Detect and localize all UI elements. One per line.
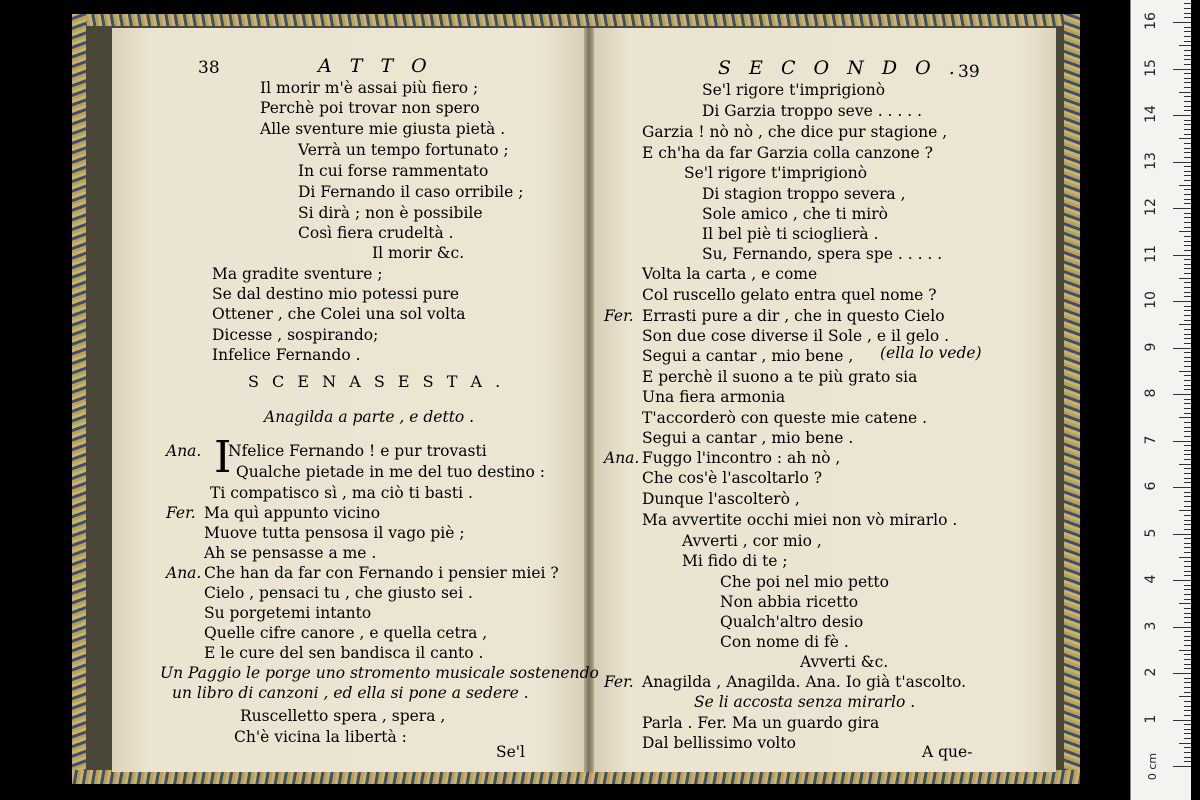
ruler-tick <box>1184 399 1191 400</box>
ruler-tick <box>1184 473 1191 474</box>
ruler-tick <box>1184 747 1191 748</box>
verse-line: Garzia ! nò nò , che dice pur stagione , <box>642 123 948 141</box>
verse-line: Con nome di fè . <box>720 633 849 651</box>
ruler-tick <box>1184 538 1191 539</box>
ruler-tick <box>1184 589 1191 590</box>
ruler-tick <box>1179 696 1191 697</box>
ruler-tick <box>1184 389 1191 390</box>
ruler-tick <box>1184 501 1191 502</box>
ruler-tick <box>1184 552 1191 553</box>
verse-line: Di stagion troppo severa , <box>702 185 906 203</box>
dialogue-line: Ah se pensasse a me . <box>204 544 377 562</box>
verse-line: Dicesse , sospirando; <box>212 326 379 344</box>
ruler-tick <box>1179 278 1191 279</box>
ruler-tick <box>1184 566 1191 567</box>
ruler-tick <box>1184 148 1191 149</box>
ruler-tick <box>1184 3 1191 4</box>
cover-edge-bottom <box>72 770 1080 784</box>
verse-line: Dunque l'ascolterò , <box>642 490 800 508</box>
ruler-tick <box>1184 668 1191 669</box>
ruler-tick <box>1179 510 1191 511</box>
ruler-tick <box>1184 203 1191 204</box>
ruler-tick <box>1184 171 1191 172</box>
ruler-tick <box>1184 264 1191 265</box>
ruler-tick <box>1184 678 1191 679</box>
ruler-tick <box>1173 720 1191 721</box>
ruler-tick <box>1184 213 1191 214</box>
ruler-tick <box>1184 194 1191 195</box>
verse-line: Che poi nel mio petto <box>720 573 889 591</box>
ruler-tick <box>1184 482 1191 483</box>
stage-direction-line-2: un libro di canzoni , ed ella si pone a sedere . <box>172 684 529 702</box>
ruler-tick <box>1179 92 1191 93</box>
speaker-label: Ana. <box>604 449 640 467</box>
ruler-tick <box>1184 296 1191 297</box>
ruler-tick <box>1173 22 1191 23</box>
ruler-tick <box>1184 338 1191 339</box>
ruler-tick <box>1184 129 1191 130</box>
ruler-tick <box>1179 138 1191 139</box>
verse-line: Errasti pure a dir , che in questo Cielo <box>642 307 945 325</box>
speaker-label: Ana. <box>166 564 202 582</box>
aside-direction: (ella lo vede) <box>880 344 982 362</box>
scene-title: S C E N A S E S T A . <box>248 372 505 391</box>
ruler-tick <box>1184 268 1191 269</box>
ruler-tick <box>1184 640 1191 641</box>
ruler-tick <box>1184 189 1191 190</box>
ruler-tick <box>1173 394 1191 395</box>
verse-line: E perchè il suono a te più grato sia <box>642 368 918 386</box>
ruler-tick <box>1184 143 1191 144</box>
ruler-number: 15 <box>1143 58 1159 77</box>
ruler-tick <box>1184 366 1191 367</box>
scene-direction: Anagilda a parte , e detto . <box>264 408 475 426</box>
verse-line: Segui a cantar , mio bene . <box>642 429 854 447</box>
ruler-tick <box>1184 431 1191 432</box>
ruler-tick <box>1184 659 1191 660</box>
ruler-number: 12 <box>1143 198 1159 216</box>
ruler-tick <box>1184 245 1191 246</box>
ruler-tick <box>1184 282 1191 283</box>
cover-edge-left <box>72 14 86 784</box>
ruler-tick <box>1184 306 1191 307</box>
cover-edge-top <box>72 14 1080 26</box>
verse-line: Qualch'altro desio <box>720 613 864 631</box>
ruler-tick <box>1184 543 1191 544</box>
ruler-unit-label: 0 cm <box>1146 752 1160 781</box>
ruler-tick <box>1184 13 1191 14</box>
drop-cap: I <box>214 432 232 483</box>
ruler-tick <box>1184 724 1191 725</box>
ruler-tick <box>1184 8 1191 9</box>
ruler-number: 14 <box>1143 105 1159 123</box>
ruler-number: 11 <box>1143 244 1159 263</box>
ruler-tick <box>1184 701 1191 702</box>
ruler-number: 1 <box>1143 714 1159 723</box>
ruler-tick <box>1184 175 1191 176</box>
dialogue-line: Quelle cifre canore , e quella cetra , <box>204 624 488 642</box>
ruler-tick <box>1184 236 1191 237</box>
ruler-tick <box>1173 487 1191 488</box>
ruler-number: 8 <box>1143 388 1159 398</box>
ruler-tick <box>1184 706 1191 707</box>
ruler-tick <box>1184 561 1191 562</box>
verse-line: Anagilda , Anagilda. Ana. Io già t'ascolto. <box>642 673 967 691</box>
ruler-tick <box>1173 348 1191 349</box>
ruler-tick <box>1184 687 1191 688</box>
verse-line: Ottener , che Colei una sol volta <box>212 305 466 323</box>
ruler-tick <box>1184 385 1191 386</box>
ruler-tick <box>1179 231 1191 232</box>
ruler-tick <box>1184 468 1191 469</box>
ruler-tick <box>1184 120 1191 121</box>
ruler-number: 5 <box>1143 528 1159 537</box>
verse-line: Col ruscello gelato entra quel nome ? <box>642 286 937 304</box>
ruler-tick <box>1184 241 1191 242</box>
ruler-tick <box>1184 31 1191 32</box>
ruler-tick <box>1184 492 1191 493</box>
ruler-tick <box>1184 692 1191 693</box>
ruler-tick <box>1184 17 1191 18</box>
ruler-tick <box>1184 152 1191 153</box>
dialogue-line: E le cure del sen bandisca il canto . <box>204 644 484 662</box>
dialogue-line: Su porgetemi intanto <box>204 604 372 622</box>
ruler-number: 9 <box>1143 342 1159 351</box>
cover-edge-right <box>1064 14 1080 784</box>
ruler-tick <box>1184 636 1191 637</box>
ruler-tick <box>1184 436 1191 437</box>
verse-line: Infelice Fernando . <box>212 346 361 364</box>
ruler-number: 7 <box>1143 435 1159 444</box>
ruler-tick <box>1184 445 1191 446</box>
verse-line: Il morir m'è assai più fiero ; <box>260 79 479 97</box>
ruler-tick <box>1184 87 1191 88</box>
ruler-tick <box>1184 529 1191 530</box>
verse-line: Si dirà ; non è possibile <box>298 204 483 222</box>
verse-line: Una fiera armonia <box>642 388 786 406</box>
speaker-label: Fer. <box>604 673 634 691</box>
ruler-number: 10 <box>1143 291 1159 309</box>
ruler-tick <box>1184 315 1191 316</box>
left-catchword: Se'l <box>496 743 526 761</box>
ruler-tick <box>1173 441 1191 442</box>
ruler-tick <box>1184 59 1191 60</box>
ruler-tick <box>1184 180 1191 181</box>
dialogue-line: Cielo , pensaci tu , che giusto sei . <box>204 584 473 602</box>
verse-line: Avverti , cor mio , <box>682 532 822 550</box>
ruler-tick <box>1184 310 1191 311</box>
ruler-tick <box>1179 371 1191 372</box>
right-running-head: S E C O N D O . <box>718 57 961 79</box>
ruler-tick <box>1184 413 1191 414</box>
ruler-tick <box>1184 408 1191 409</box>
ruler-tick <box>1184 64 1191 65</box>
verse-line: Segui a cantar , mio bene , <box>642 347 854 365</box>
ruler-tick <box>1184 41 1191 42</box>
ruler-tick <box>1184 752 1191 753</box>
verse-line: Se'l rigore t'imprigionò <box>684 164 868 182</box>
ruler-tick <box>1184 715 1191 716</box>
verse-line: Non abbia ricetto <box>720 593 859 611</box>
verse-line: T'accorderò con queste mie catene . <box>642 409 928 427</box>
ruler-tick <box>1184 55 1191 56</box>
dialogue-line: Ma quì appunto vicino <box>204 504 381 522</box>
ruler-number: 13 <box>1143 151 1159 170</box>
ruler-tick <box>1184 450 1191 451</box>
scale-ruler <box>1130 0 1191 800</box>
ruler-tick <box>1184 217 1191 218</box>
ruler-tick <box>1184 134 1191 135</box>
ruler-tick <box>1179 464 1191 465</box>
ruler-tick <box>1184 622 1191 623</box>
verse-line: Ma gradite sventure ; <box>212 265 383 283</box>
ruler-tick <box>1173 208 1191 209</box>
ruler-tick <box>1184 320 1191 321</box>
ruler-tick <box>1184 617 1191 618</box>
ruler-tick <box>1184 259 1191 260</box>
ruler-tick <box>1184 375 1191 376</box>
ruler-tick <box>1173 766 1191 767</box>
verse-line: Son due cose diverse il Sole , e il gelo . <box>642 327 950 345</box>
ruler-tick <box>1173 534 1191 535</box>
dialogue-line: Qualche pietade in me del tuo destino : <box>236 463 546 481</box>
ruler-tick <box>1173 580 1191 581</box>
ruler-tick <box>1184 515 1191 516</box>
ruler-tick <box>1184 422 1191 423</box>
ruler-tick <box>1184 608 1191 609</box>
ruler-tick <box>1184 733 1191 734</box>
ruler-tick <box>1184 757 1191 758</box>
ruler-tick <box>1184 199 1191 200</box>
verse-line: Se dal destino mio potessi pure <box>212 285 460 303</box>
verse-line: Volta la carta , e come <box>642 265 818 283</box>
ruler-tick <box>1184 82 1191 83</box>
ruler-tick <box>1173 627 1191 628</box>
ruler-tick <box>1179 557 1191 558</box>
ruler-tick <box>1184 106 1191 107</box>
verse-line: Così fiera crudeltà . <box>298 224 454 242</box>
verse-line: Se li accosta senza mirarlo . <box>694 693 916 711</box>
dialogue-line: Che han da far con Fernando i pensier miei ? <box>204 564 559 582</box>
ruler-tick <box>1173 69 1191 70</box>
verse-line: Dal bellissimo volto <box>642 734 796 752</box>
song-line: Ch'è vicina la libertà : <box>234 728 407 746</box>
ruler-number: 6 <box>1143 481 1159 491</box>
ruler-tick <box>1184 101 1191 102</box>
ruler-tick <box>1173 301 1191 302</box>
verse-line: E ch'ha da far Garzia colla canzone ? <box>642 144 933 162</box>
ruler-tick <box>1179 743 1191 744</box>
speaker-label: Fer. <box>604 307 634 325</box>
ruler-tick <box>1184 96 1191 97</box>
ruler-tick <box>1184 403 1191 404</box>
verse-line: Alle sventure mie giusta pietà . <box>260 120 506 138</box>
ruler-tick <box>1184 599 1191 600</box>
ruler-tick <box>1184 50 1191 51</box>
verse-line: Parla . Fer. Ma un guardo gira <box>642 714 880 732</box>
ruler-tick <box>1184 427 1191 428</box>
ruler-tick <box>1179 185 1191 186</box>
verse-line: In cui forse rammentato <box>298 162 489 180</box>
ruler-tick <box>1179 324 1191 325</box>
ruler-tick <box>1184 329 1191 330</box>
ruler-tick <box>1184 506 1191 507</box>
ruler-tick <box>1184 361 1191 362</box>
ruler-tick <box>1184 524 1191 525</box>
ruler-tick <box>1184 459 1191 460</box>
ruler-tick <box>1179 417 1191 418</box>
verse-line: Ma avvertite occhi miei non vò mirarlo . <box>642 511 958 529</box>
ruler-tick <box>1184 664 1191 665</box>
ruler-tick <box>1184 613 1191 614</box>
stage-direction-line-1: Un Paggio le porge uno stromento musicale sostenendo <box>160 664 599 682</box>
ruler-tick <box>1184 292 1191 293</box>
ruler-tick <box>1184 585 1191 586</box>
verse-line: Mi fido di te ; <box>682 552 788 570</box>
ruler-tick <box>1184 478 1191 479</box>
ruler-tick <box>1184 110 1191 111</box>
verse-line: Se'l rigore t'imprigionò <box>702 81 886 99</box>
ruler-tick <box>1184 227 1191 228</box>
ruler-tick <box>1184 250 1191 251</box>
ruler-tick <box>1184 27 1191 28</box>
ruler-tick <box>1184 157 1191 158</box>
song-line: Ruscelletto spera , spera , <box>240 707 446 725</box>
ruler-tick <box>1184 571 1191 572</box>
right-catchword: A que- <box>922 743 973 761</box>
dialogue-line: Muove tutta pensosa il vago piè ; <box>204 524 465 542</box>
ruler-number: 16 <box>1143 12 1159 30</box>
ruler-tick <box>1184 78 1191 79</box>
dialogue-line: Ti compatisco sì , ma ciò ti basti . <box>210 484 473 502</box>
ruler-tick <box>1173 255 1191 256</box>
ruler-tick <box>1179 45 1191 46</box>
ruler-tick <box>1179 603 1191 604</box>
ruler-tick <box>1184 496 1191 497</box>
verse-line: Di Fernando il caso orribile ; <box>298 183 524 201</box>
ruler-tick <box>1184 520 1191 521</box>
verse-line: Avverti &c. <box>800 653 889 671</box>
ruler-number: 2 <box>1143 667 1159 677</box>
ruler-tick <box>1179 650 1191 651</box>
ruler-tick <box>1184 631 1191 632</box>
ruler-tick <box>1184 380 1191 381</box>
ruler-tick <box>1184 575 1191 576</box>
ruler-tick <box>1173 162 1191 163</box>
ruler-tick <box>1184 645 1191 646</box>
ruler-tick <box>1184 73 1191 74</box>
ruler-tick <box>1184 738 1191 739</box>
left-page-number: 38 <box>198 58 220 78</box>
verse-line: Il bel piè ti scioglierà . <box>702 225 879 243</box>
ruler-tick <box>1184 352 1191 353</box>
ruler-tick <box>1184 761 1191 762</box>
ruler-tick <box>1184 124 1191 125</box>
ruler-tick <box>1184 357 1191 358</box>
ruler-tick <box>1184 166 1191 167</box>
ruler-tick <box>1184 343 1191 344</box>
ruler-tick <box>1184 682 1191 683</box>
ruler-tick <box>1184 547 1191 548</box>
ruler-tick <box>1184 273 1191 274</box>
right-page-number: 39 <box>958 62 980 82</box>
dialogue-line: Nfelice Fernando ! e pur trovasti <box>228 442 487 460</box>
verse-line: Che cos'è l'ascoltarlo ? <box>642 469 823 487</box>
ruler-tick <box>1184 594 1191 595</box>
verse-line: Di Garzia troppo seve . . . . . <box>702 102 923 120</box>
verse-line: Il morir &c. <box>372 244 465 262</box>
verse-line: Fuggo l'incontro : ah nò , <box>642 449 841 467</box>
ruler-tick <box>1184 287 1191 288</box>
ruler-tick <box>1184 710 1191 711</box>
verse-line: Su, Fernando, spera spe . . . . . <box>702 245 943 263</box>
gutter <box>584 28 594 772</box>
ruler-tick <box>1184 654 1191 655</box>
ruler-tick <box>1173 673 1191 674</box>
verse-line: Perchè poi trovar non spero <box>260 99 480 117</box>
ruler-tick <box>1184 36 1191 37</box>
verse-line: Sole amico , che ti mirò <box>702 205 888 223</box>
ruler-tick <box>1184 729 1191 730</box>
ruler-number: 3 <box>1143 621 1159 630</box>
ruler-number: 4 <box>1143 574 1159 584</box>
left-running-head: A T T O <box>318 55 433 77</box>
speaker-label: Fer. <box>166 504 196 522</box>
ruler-tick <box>1184 222 1191 223</box>
ruler-tick <box>1184 334 1191 335</box>
verse-line: Verrà un tempo fortunato ; <box>298 141 509 159</box>
ruler-tick <box>1173 115 1191 116</box>
speaker-label: Ana. <box>166 442 202 460</box>
ruler-tick <box>1184 454 1191 455</box>
